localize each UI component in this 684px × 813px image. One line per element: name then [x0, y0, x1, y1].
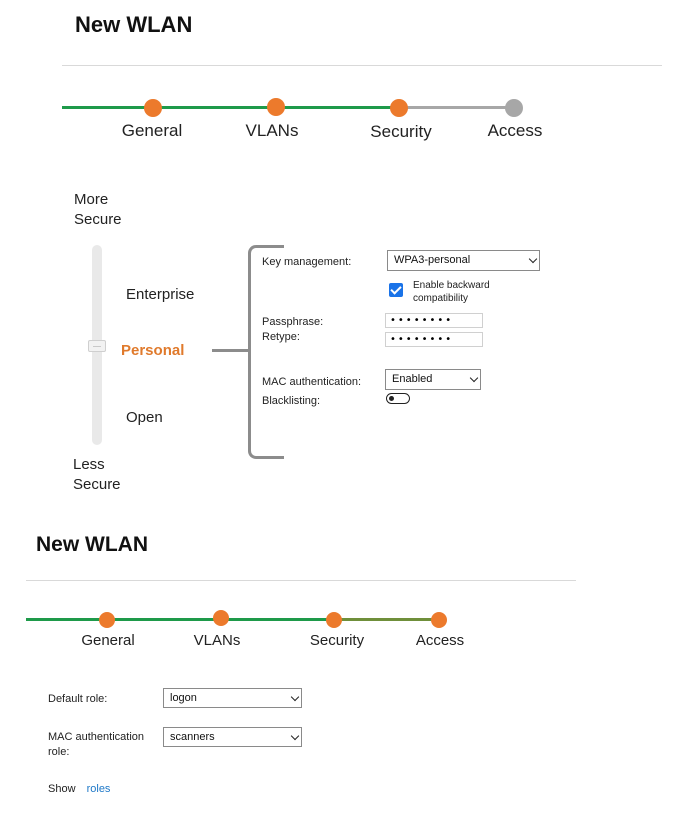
step-dot-vlans[interactable] [267, 98, 285, 116]
slider-thumb[interactable] [88, 340, 106, 352]
mac-role-value: scanners [170, 731, 215, 743]
step-label-general[interactable]: General [81, 632, 135, 649]
step-label-security[interactable]: Security [309, 632, 365, 649]
mac-authentication-select[interactable] [385, 369, 481, 390]
less-label: Less [73, 456, 105, 473]
mac-role-label-line2: role: [48, 746, 70, 758]
secure-bottom-label: Secure [73, 476, 121, 493]
show-roles [48, 782, 110, 796]
divider [26, 580, 576, 581]
mac-role-select[interactable] [163, 727, 302, 747]
step-label-vlans[interactable]: VLANs [245, 121, 299, 140]
step-label-security[interactable]: Security [370, 122, 432, 141]
key-management-value: WPA3-personal [394, 254, 471, 266]
step-label-access[interactable]: Access [487, 121, 543, 140]
step-dot-general[interactable] [99, 612, 115, 628]
key-management-select[interactable] [387, 250, 540, 271]
page-title: New WLAN [36, 533, 148, 556]
progress-track-complete [26, 618, 335, 621]
secure-top-label: Secure [74, 211, 122, 228]
settings-bracket [248, 245, 284, 459]
backward-compat-label-line2: compatibility [413, 293, 469, 304]
default-role-select[interactable] [163, 688, 302, 708]
roles-link[interactable]: roles [86, 783, 111, 795]
backward-compat-label-line1: Enable backward [413, 280, 490, 291]
blacklisting-toggle[interactable] [386, 393, 410, 404]
default-role-label: Default role: [48, 693, 108, 705]
chevron-down-icon [291, 732, 299, 740]
show-label: Show [48, 783, 76, 795]
step-dot-vlans[interactable] [213, 610, 229, 626]
blacklisting-label: Blacklisting: [262, 395, 321, 407]
step-label-vlans[interactable]: VLANs [193, 632, 241, 649]
default-role-value: logon [170, 692, 197, 704]
divider [62, 65, 662, 66]
step-dot-general[interactable] [144, 99, 162, 117]
bracket-connector [212, 349, 250, 352]
retype-label: Retype: [262, 331, 300, 343]
more-label: More [74, 191, 109, 208]
passphrase-label: Passphrase: [262, 316, 324, 328]
level-open[interactable]: Open [126, 409, 163, 426]
step-dot-access[interactable] [431, 612, 447, 628]
chevron-down-icon [291, 693, 299, 701]
chevron-down-icon [529, 255, 537, 263]
page-title: New WLAN [75, 12, 193, 37]
chevron-down-icon [470, 374, 478, 382]
mac-authentication-label: MAC authentication: [262, 376, 362, 388]
step-dot-security[interactable] [326, 612, 342, 628]
step-dot-access[interactable] [505, 99, 523, 117]
progress-track-remaining [400, 106, 514, 109]
level-personal[interactable]: Personal [121, 342, 185, 359]
step-dot-security[interactable] [390, 99, 408, 117]
progress-track-final [335, 618, 439, 621]
retype-field[interactable]: •••••••• [385, 332, 483, 347]
step-label-access[interactable]: Access [415, 632, 465, 649]
key-management-label: Key management: [262, 256, 352, 268]
level-enterprise[interactable]: Enterprise [126, 286, 195, 303]
backward-compat-checkbox[interactable] [389, 283, 403, 297]
mac-authentication-value: Enabled [392, 373, 433, 385]
mac-role-label-line1: MAC authentication [48, 731, 144, 743]
passphrase-field[interactable]: •••••••• [385, 313, 483, 328]
step-label-general[interactable]: General [121, 121, 183, 140]
progress-track-complete [62, 106, 400, 109]
